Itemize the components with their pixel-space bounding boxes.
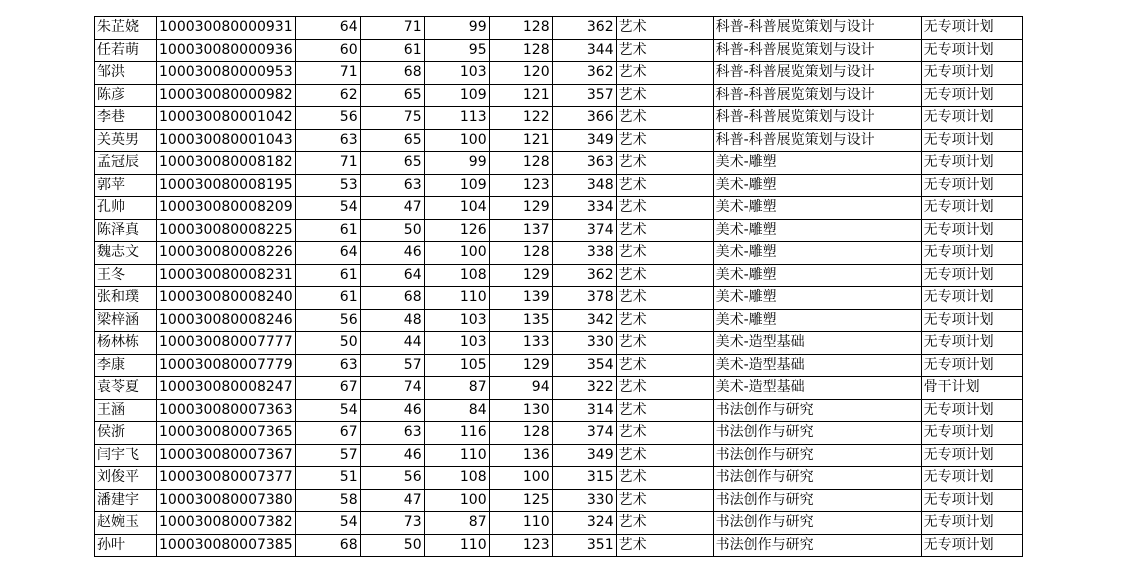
- exam-id-cell: 100030080001043: [157, 129, 296, 152]
- name-cell: 李康: [95, 354, 157, 377]
- score2-cell: 64: [360, 264, 424, 287]
- score4-cell: 121: [489, 129, 552, 152]
- name-cell: 孔帅: [95, 197, 157, 220]
- score1-cell: 61: [295, 219, 360, 242]
- total-score-cell: 357: [552, 84, 616, 107]
- exam-id-cell: 100030080008226: [157, 242, 296, 265]
- category-cell: 艺术: [616, 242, 713, 265]
- score4-cell: 130: [489, 399, 552, 422]
- total-score-cell: 362: [552, 17, 616, 40]
- score1-cell: 53: [295, 174, 360, 197]
- score4-cell: 110: [489, 512, 552, 535]
- name-cell: 袁苓夏: [95, 377, 157, 400]
- name-cell: 侯浙: [95, 422, 157, 445]
- category-cell: 艺术: [616, 264, 713, 287]
- major-cell: 科普-科普展览策划与设计: [713, 17, 921, 40]
- plan-cell: 无专项计划: [921, 197, 1022, 220]
- score3-cell: 113: [424, 107, 489, 130]
- score3-cell: 110: [424, 287, 489, 310]
- score3-cell: 95: [424, 39, 489, 62]
- total-score-cell: 351: [552, 534, 616, 557]
- major-cell: 书法创作与研究: [713, 422, 921, 445]
- major-cell: 书法创作与研究: [713, 512, 921, 535]
- plan-cell: 无专项计划: [921, 39, 1022, 62]
- total-score-cell: 338: [552, 242, 616, 265]
- score3-cell: 87: [424, 512, 489, 535]
- exam-id-cell: 100030080007367: [157, 444, 296, 467]
- score2-cell: 46: [360, 242, 424, 265]
- major-cell: 美术-雕塑: [713, 174, 921, 197]
- major-cell: 书法创作与研究: [713, 399, 921, 422]
- score1-cell: 62: [295, 84, 360, 107]
- table-row: [95, 107, 1023, 130]
- major-cell: 美术-雕塑: [713, 197, 921, 220]
- score1-cell: 54: [295, 512, 360, 535]
- score3-cell: 116: [424, 422, 489, 445]
- name-cell: 梁梓涵: [95, 309, 157, 332]
- score3-cell: 108: [424, 467, 489, 490]
- major-cell: 科普-科普展览策划与设计: [713, 84, 921, 107]
- score3-cell: 126: [424, 219, 489, 242]
- score3-cell: 84: [424, 399, 489, 422]
- score2-cell: 63: [360, 422, 424, 445]
- score1-cell: 50: [295, 332, 360, 355]
- category-cell: 艺术: [616, 39, 713, 62]
- total-score-cell: 354: [552, 354, 616, 377]
- name-cell: 闫宇飞: [95, 444, 157, 467]
- plan-cell: 无专项计划: [921, 489, 1022, 512]
- score1-cell: 58: [295, 489, 360, 512]
- major-cell: 科普-科普展览策划与设计: [713, 107, 921, 130]
- exam-id-cell: 100030080001042: [157, 107, 296, 130]
- score2-cell: 61: [360, 39, 424, 62]
- exam-id-cell: 100030080000953: [157, 62, 296, 85]
- name-cell: 杨林栋: [95, 332, 157, 355]
- score2-cell: 65: [360, 84, 424, 107]
- plan-cell: 无专项计划: [921, 332, 1022, 355]
- score2-cell: 48: [360, 309, 424, 332]
- plan-cell: 无专项计划: [921, 242, 1022, 265]
- exam-id-cell: 100030080007779: [157, 354, 296, 377]
- exam-id-cell: 100030080008246: [157, 309, 296, 332]
- score3-cell: 103: [424, 309, 489, 332]
- score4-cell: 128: [489, 152, 552, 175]
- total-score-cell: 348: [552, 174, 616, 197]
- exam-id-cell: 100030080000931: [157, 17, 296, 40]
- score4-cell: 122: [489, 107, 552, 130]
- plan-cell: 无专项计划: [921, 399, 1022, 422]
- exam-id-cell: 100030080007365: [157, 422, 296, 445]
- table-row: [95, 399, 1023, 422]
- table-row: [95, 39, 1023, 62]
- exam-id-cell: 100030080008231: [157, 264, 296, 287]
- category-cell: 艺术: [616, 422, 713, 445]
- total-score-cell: 374: [552, 219, 616, 242]
- plan-cell: 无专项计划: [921, 534, 1022, 557]
- category-cell: 艺术: [616, 444, 713, 467]
- category-cell: 艺术: [616, 377, 713, 400]
- category-cell: 艺术: [616, 354, 713, 377]
- major-cell: 美术-雕塑: [713, 242, 921, 265]
- category-cell: 艺术: [616, 129, 713, 152]
- category-cell: 艺术: [616, 489, 713, 512]
- plan-cell: 无专项计划: [921, 512, 1022, 535]
- score1-cell: 56: [295, 309, 360, 332]
- exam-id-cell: 100030080007377: [157, 467, 296, 490]
- major-cell: 书法创作与研究: [713, 534, 921, 557]
- total-score-cell: 334: [552, 197, 616, 220]
- total-score-cell: 363: [552, 152, 616, 175]
- table-row: [95, 534, 1023, 557]
- score3-cell: 103: [424, 332, 489, 355]
- score1-cell: 64: [295, 242, 360, 265]
- score4-cell: 128: [489, 242, 552, 265]
- score4-cell: 100: [489, 467, 552, 490]
- table-row: [95, 84, 1023, 107]
- score4-cell: 128: [489, 422, 552, 445]
- plan-cell: 无专项计划: [921, 62, 1022, 85]
- exam-id-cell: 100030080007385: [157, 534, 296, 557]
- plan-cell: 无专项计划: [921, 287, 1022, 310]
- category-cell: 艺术: [616, 197, 713, 220]
- exam-id-cell: 100030080007380: [157, 489, 296, 512]
- score2-cell: 73: [360, 512, 424, 535]
- score4-cell: 129: [489, 264, 552, 287]
- score3-cell: 99: [424, 17, 489, 40]
- score2-cell: 47: [360, 489, 424, 512]
- exam-id-cell: 100030080008247: [157, 377, 296, 400]
- table-row: [95, 309, 1023, 332]
- major-cell: 科普-科普展览策划与设计: [713, 129, 921, 152]
- score4-cell: 139: [489, 287, 552, 310]
- score3-cell: 87: [424, 377, 489, 400]
- score4-cell: 123: [489, 534, 552, 557]
- major-cell: 美术-造型基础: [713, 332, 921, 355]
- category-cell: 艺术: [616, 309, 713, 332]
- score1-cell: 61: [295, 264, 360, 287]
- major-cell: 美术-雕塑: [713, 152, 921, 175]
- score3-cell: 104: [424, 197, 489, 220]
- score4-cell: 137: [489, 219, 552, 242]
- category-cell: 艺术: [616, 219, 713, 242]
- total-score-cell: 315: [552, 467, 616, 490]
- table-row: [95, 489, 1023, 512]
- score4-cell: 120: [489, 62, 552, 85]
- name-cell: 关英男: [95, 129, 157, 152]
- category-cell: 艺术: [616, 84, 713, 107]
- name-cell: 潘建宇: [95, 489, 157, 512]
- table-row: [95, 17, 1023, 40]
- name-cell: 任若萌: [95, 39, 157, 62]
- score1-cell: 68: [295, 534, 360, 557]
- score2-cell: 56: [360, 467, 424, 490]
- score4-cell: 128: [489, 17, 552, 40]
- major-cell: 书法创作与研究: [713, 467, 921, 490]
- score1-cell: 54: [295, 399, 360, 422]
- category-cell: 艺术: [616, 399, 713, 422]
- major-cell: 科普-科普展览策划与设计: [713, 62, 921, 85]
- plan-cell: 无专项计划: [921, 174, 1022, 197]
- exam-id-cell: 100030080008182: [157, 152, 296, 175]
- score1-cell: 56: [295, 107, 360, 130]
- score2-cell: 50: [360, 534, 424, 557]
- total-score-cell: 324: [552, 512, 616, 535]
- table-row: [95, 242, 1023, 265]
- score1-cell: 54: [295, 197, 360, 220]
- table-row: [95, 422, 1023, 445]
- score1-cell: 57: [295, 444, 360, 467]
- table-row: [95, 444, 1023, 467]
- exam-id-cell: 100030080008209: [157, 197, 296, 220]
- score2-cell: 75: [360, 107, 424, 130]
- plan-cell: 无专项计划: [921, 444, 1022, 467]
- category-cell: 艺术: [616, 534, 713, 557]
- exam-id-cell: 100030080000982: [157, 84, 296, 107]
- name-cell: 李巷: [95, 107, 157, 130]
- category-cell: 艺术: [616, 62, 713, 85]
- total-score-cell: 349: [552, 444, 616, 467]
- table-row: [95, 129, 1023, 152]
- table-row: [95, 332, 1023, 355]
- plan-cell: 无专项计划: [921, 17, 1022, 40]
- major-cell: 书法创作与研究: [713, 489, 921, 512]
- table-row: [95, 377, 1023, 400]
- major-cell: 美术-雕塑: [713, 219, 921, 242]
- score1-cell: 67: [295, 422, 360, 445]
- score4-cell: 135: [489, 309, 552, 332]
- score3-cell: 100: [424, 242, 489, 265]
- score4-cell: 125: [489, 489, 552, 512]
- table-row: [95, 219, 1023, 242]
- exam-id-cell: 100030080000936: [157, 39, 296, 62]
- plan-cell: 无专项计划: [921, 422, 1022, 445]
- score1-cell: 60: [295, 39, 360, 62]
- score3-cell: 100: [424, 129, 489, 152]
- name-cell: 王冬: [95, 264, 157, 287]
- exam-id-cell: 100030080008240: [157, 287, 296, 310]
- score4-cell: 136: [489, 444, 552, 467]
- score3-cell: 100: [424, 489, 489, 512]
- score3-cell: 109: [424, 174, 489, 197]
- plan-cell: 无专项计划: [921, 129, 1022, 152]
- total-score-cell: 344: [552, 39, 616, 62]
- score2-cell: 46: [360, 444, 424, 467]
- score2-cell: 50: [360, 219, 424, 242]
- name-cell: 陈彦: [95, 84, 157, 107]
- exam-id-cell: 100030080007777: [157, 332, 296, 355]
- score2-cell: 68: [360, 62, 424, 85]
- score2-cell: 71: [360, 17, 424, 40]
- table-row: [95, 174, 1023, 197]
- score4-cell: 129: [489, 354, 552, 377]
- total-score-cell: 322: [552, 377, 616, 400]
- score4-cell: 121: [489, 84, 552, 107]
- score2-cell: 57: [360, 354, 424, 377]
- exam-id-cell: 100030080008225: [157, 219, 296, 242]
- total-score-cell: 330: [552, 489, 616, 512]
- score1-cell: 63: [295, 129, 360, 152]
- score1-cell: 71: [295, 152, 360, 175]
- total-score-cell: 330: [552, 332, 616, 355]
- score3-cell: 103: [424, 62, 489, 85]
- total-score-cell: 362: [552, 264, 616, 287]
- score2-cell: 74: [360, 377, 424, 400]
- major-cell: 美术-雕塑: [713, 287, 921, 310]
- name-cell: 邹洪: [95, 62, 157, 85]
- score4-cell: 94: [489, 377, 552, 400]
- table-row: [95, 467, 1023, 490]
- name-cell: 孙叶: [95, 534, 157, 557]
- score2-cell: 63: [360, 174, 424, 197]
- score3-cell: 110: [424, 534, 489, 557]
- table-body: [95, 17, 1023, 557]
- total-score-cell: 374: [552, 422, 616, 445]
- score1-cell: 71: [295, 62, 360, 85]
- plan-cell: 无专项计划: [921, 84, 1022, 107]
- score2-cell: 65: [360, 152, 424, 175]
- major-cell: 美术-造型基础: [713, 377, 921, 400]
- score1-cell: 63: [295, 354, 360, 377]
- category-cell: 艺术: [616, 512, 713, 535]
- score2-cell: 47: [360, 197, 424, 220]
- score3-cell: 110: [424, 444, 489, 467]
- exam-id-cell: 100030080007363: [157, 399, 296, 422]
- score2-cell: 68: [360, 287, 424, 310]
- plan-cell: 无专项计划: [921, 152, 1022, 175]
- score4-cell: 133: [489, 332, 552, 355]
- total-score-cell: 378: [552, 287, 616, 310]
- table-row: [95, 287, 1023, 310]
- category-cell: 艺术: [616, 287, 713, 310]
- score4-cell: 129: [489, 197, 552, 220]
- major-cell: 美术-雕塑: [713, 309, 921, 332]
- plan-cell: 无专项计划: [921, 354, 1022, 377]
- score3-cell: 109: [424, 84, 489, 107]
- score2-cell: 44: [360, 332, 424, 355]
- plan-cell: 无专项计划: [921, 309, 1022, 332]
- name-cell: 赵婉玉: [95, 512, 157, 535]
- total-score-cell: 349: [552, 129, 616, 152]
- score-table: [94, 16, 1023, 557]
- plan-cell: 无专项计划: [921, 107, 1022, 130]
- score3-cell: 108: [424, 264, 489, 287]
- name-cell: 陈泽真: [95, 219, 157, 242]
- total-score-cell: 362: [552, 62, 616, 85]
- exam-id-cell: 100030080008195: [157, 174, 296, 197]
- score1-cell: 61: [295, 287, 360, 310]
- table-row: [95, 512, 1023, 535]
- name-cell: 刘俊平: [95, 467, 157, 490]
- category-cell: 艺术: [616, 17, 713, 40]
- category-cell: 艺术: [616, 467, 713, 490]
- exam-id-cell: 100030080007382: [157, 512, 296, 535]
- name-cell: 王涵: [95, 399, 157, 422]
- table-row: [95, 152, 1023, 175]
- total-score-cell: 314: [552, 399, 616, 422]
- score1-cell: 64: [295, 17, 360, 40]
- score1-cell: 51: [295, 467, 360, 490]
- table-row: [95, 62, 1023, 85]
- name-cell: 张和璞: [95, 287, 157, 310]
- score3-cell: 105: [424, 354, 489, 377]
- score1-cell: 67: [295, 377, 360, 400]
- plan-cell: 无专项计划: [921, 467, 1022, 490]
- table-row: [95, 354, 1023, 377]
- major-cell: 科普-科普展览策划与设计: [713, 39, 921, 62]
- major-cell: 美术-雕塑: [713, 264, 921, 287]
- name-cell: 郭苹: [95, 174, 157, 197]
- total-score-cell: 366: [552, 107, 616, 130]
- category-cell: 艺术: [616, 332, 713, 355]
- table-row: [95, 197, 1023, 220]
- name-cell: 孟冠辰: [95, 152, 157, 175]
- table-row: [95, 264, 1023, 287]
- score4-cell: 123: [489, 174, 552, 197]
- plan-cell: 骨干计划: [921, 377, 1022, 400]
- score2-cell: 46: [360, 399, 424, 422]
- name-cell: 朱芷娆: [95, 17, 157, 40]
- category-cell: 艺术: [616, 107, 713, 130]
- total-score-cell: 342: [552, 309, 616, 332]
- score4-cell: 128: [489, 39, 552, 62]
- major-cell: 美术-造型基础: [713, 354, 921, 377]
- name-cell: 魏志文: [95, 242, 157, 265]
- plan-cell: 无专项计划: [921, 219, 1022, 242]
- category-cell: 艺术: [616, 174, 713, 197]
- score2-cell: 65: [360, 129, 424, 152]
- major-cell: 书法创作与研究: [713, 444, 921, 467]
- score3-cell: 99: [424, 152, 489, 175]
- category-cell: 艺术: [616, 152, 713, 175]
- plan-cell: 无专项计划: [921, 264, 1022, 287]
